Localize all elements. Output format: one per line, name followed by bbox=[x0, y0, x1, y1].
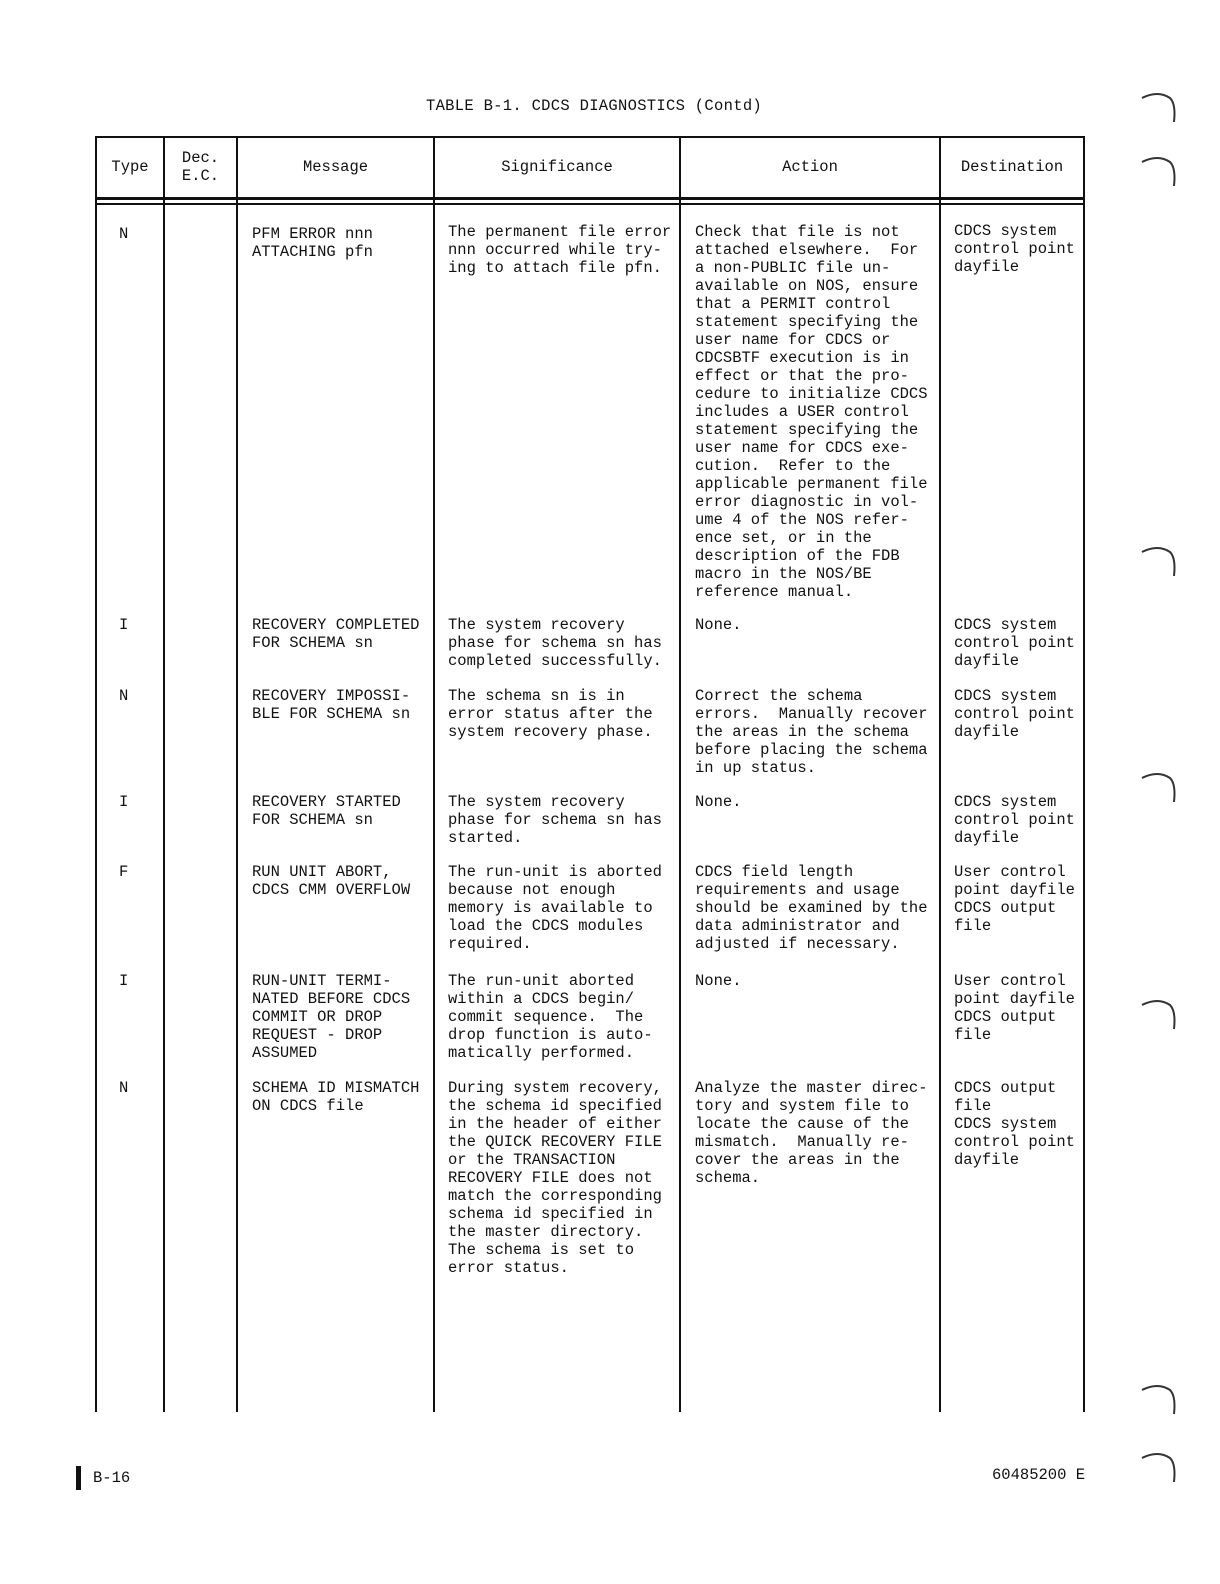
row-action: CDCS field length requirements and usage should be examined by the data administrator and adjusted if necessary. bbox=[695, 863, 928, 953]
page-number: B-16 bbox=[93, 1469, 131, 1487]
row-action: None. bbox=[695, 972, 742, 990]
row-significance: The system recovery phase for schema sn has started. bbox=[448, 793, 662, 847]
diagnostics-table bbox=[95, 136, 1085, 1412]
change-bar bbox=[76, 1466, 81, 1490]
header-rule-lower bbox=[95, 203, 1085, 205]
header-significance: Significance bbox=[501, 158, 613, 176]
row-destination: CDCS system control point dayfile bbox=[954, 616, 1075, 670]
col-rule-dec bbox=[236, 136, 238, 1412]
col-rule-type bbox=[163, 136, 165, 1412]
row-significance: The system recovery phase for schema sn has completed successfully. bbox=[448, 616, 662, 670]
table-title: TABLE B-1. CDCS DIAGNOSTICS (Contd) bbox=[425, 97, 763, 115]
row-message: SCHEMA ID MISMATCH ON CDCS file bbox=[252, 1079, 420, 1115]
row-significance: During system recovery, the schema id specified in the header of either the QUICK RECOVERY FILE or the TRANSACTION RECOVERY FILE does not match the corresponding schema id specified in the master directory. The schema is set to error status. bbox=[448, 1079, 662, 1277]
col-rule-message bbox=[433, 136, 435, 1412]
col-rule-right bbox=[1083, 136, 1085, 1412]
row-destination: User control point dayfile CDCS output file bbox=[954, 863, 1075, 935]
header-dec-ec: Dec. E.C. bbox=[181, 149, 220, 185]
row-type: I bbox=[119, 793, 129, 811]
header-action: Action bbox=[782, 158, 838, 176]
row-action: Correct the schema errors. Manually recover the areas in the schema before placing the schema in up status. bbox=[695, 687, 928, 777]
row-significance: The permanent file error nnn occurred while try- ing to attach file pfn. bbox=[448, 223, 672, 277]
row-message: RUN UNIT ABORT, CDCS CMM OVERFLOW bbox=[252, 863, 411, 899]
col-rule-significance bbox=[679, 136, 681, 1412]
row-destination: CDCS system control point dayfile bbox=[954, 687, 1075, 741]
binder-mark-icon bbox=[1140, 1448, 1180, 1488]
row-significance: The run-unit is aborted because not enough memory is available to load the CDCS modules required. bbox=[448, 863, 662, 953]
row-significance: The schema sn is in error status after the system recovery phase. bbox=[448, 687, 653, 741]
binder-mark-icon bbox=[1140, 152, 1180, 192]
binder-mark-icon bbox=[1140, 542, 1180, 582]
row-type: N bbox=[119, 225, 129, 243]
row-message: RECOVERY STARTED FOR SCHEMA sn bbox=[252, 793, 401, 829]
document-number: 60485200 E bbox=[992, 1466, 1086, 1484]
row-message: PFM ERROR nnn ATTACHING pfn bbox=[252, 225, 373, 261]
row-type: N bbox=[119, 1079, 129, 1097]
page-footer-left bbox=[76, 1466, 130, 1490]
row-destination: User control point dayfile CDCS output file bbox=[954, 972, 1075, 1044]
row-type: I bbox=[119, 972, 129, 990]
row-significance: The run-unit aborted within a CDCS begin/ commit sequence. The drop function is auto- matically performed. bbox=[448, 972, 653, 1062]
row-type: I bbox=[119, 616, 129, 634]
col-rule-action bbox=[939, 136, 941, 1412]
row-action: None. bbox=[695, 793, 742, 811]
row-action: Analyze the master direc- tory and system file to locate the cause of the mismatch. Manually re- cover the areas in the schema. bbox=[695, 1079, 928, 1187]
row-type: N bbox=[119, 687, 129, 705]
row-message: RECOVERY COMPLETED FOR SCHEMA sn bbox=[252, 616, 420, 652]
row-type: F bbox=[119, 863, 129, 881]
binder-mark-icon bbox=[1140, 88, 1180, 128]
row-message: RECOVERY IMPOSSI- BLE FOR SCHEMA sn bbox=[252, 687, 411, 723]
row-destination: CDCS output file CDCS system control point dayfile bbox=[954, 1079, 1075, 1169]
row-message: RUN-UNIT TERMI- NATED BEFORE CDCS COMMIT OR DROP REQUEST - DROP ASSUMED bbox=[252, 972, 411, 1062]
binder-mark-icon bbox=[1140, 768, 1180, 808]
col-rule-left bbox=[95, 136, 97, 1412]
header-destination: Destination bbox=[960, 158, 1064, 176]
row-action: Check that file is not attached elsewhere. For a non-PUBLIC file un- available on NOS, ensure that a PERMIT control statement specifying the user name for CDCS or CDCSBTF execution is in effect or that the pro- cedure to initialize CDCS includes a USER control statement specifying the user name for CDCS exe- cution. Refer to the applicable permanent file error diagnostic in vol- ume 4 of the NOS refer- ence set, or in the description of the FDB macro in the NOS/BE reference manual. bbox=[695, 223, 928, 601]
binder-mark-icon bbox=[1140, 1380, 1180, 1420]
row-action: None. bbox=[695, 616, 742, 634]
header-message: Message bbox=[302, 158, 369, 176]
header-type: Type bbox=[111, 158, 149, 176]
row-destination: CDCS system control point dayfile bbox=[954, 793, 1075, 847]
binder-mark-icon bbox=[1140, 995, 1180, 1035]
row-destination: CDCS system control point dayfile bbox=[954, 222, 1075, 276]
